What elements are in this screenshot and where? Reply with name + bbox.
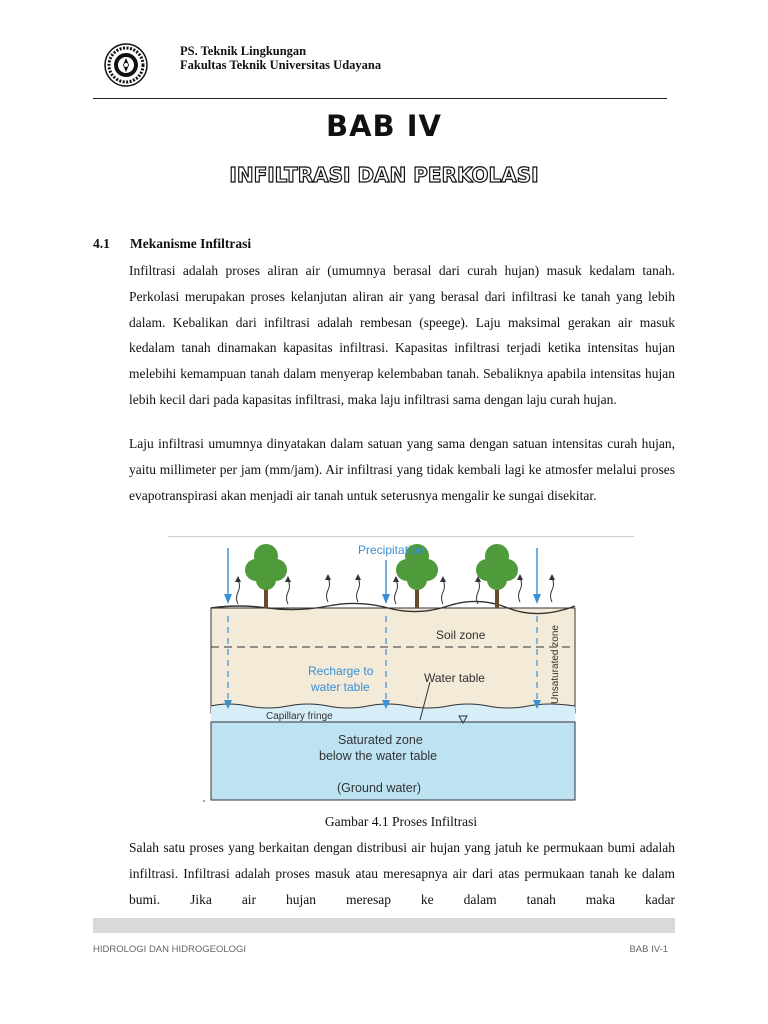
svg-text:water table: water table	[311, 680, 370, 694]
university-seal-logo	[104, 43, 148, 87]
svg-text:INFILTRASI DAN PERKOLASI: INFILTRASI DAN PERKOLASI	[229, 163, 539, 187]
svg-text:Water table: Water table	[424, 671, 485, 685]
paragraph-1: Infiltrasi adalah proses aliran air (umumnya berasal dari curah hujan) masuk kedalam tanah. Perkolasi merupakan proses kelanjutan aliran air yang berasal dari infiltrasi ke tanah yang lebih dalam. Kebalikan dari infiltrasi adalah rembesan (speege). Laju maksimal gerakan air masuk kedalam tanah dinamakan kapasitas infiltrasi. Kapasitas infiltrasi terjadi ketika intensitas hujan melebihi kemampuan tanah dalam menyerap kelembaban tanah. Sebaliknya apabila intensitas hujan lebih kecil dari pada kapasitas infiltrasi, maka laju infiltrasi sama dengan laju curah hujan.	[129, 263, 675, 407]
tree-left	[245, 544, 287, 608]
section-number: 4.1	[93, 236, 110, 251]
footer-bar	[93, 918, 675, 933]
svg-text:Saturated zone: Saturated zone	[338, 733, 423, 747]
footer-course-title: HIDROLOGI DAN HIDROGEOLOGI	[93, 944, 247, 955]
paragraph-2: Laju infiltrasi umumnya dinyatakan dalam satuan yang sama dengan satuan intensitas curah hujan, yaitu millimeter per jam (mm/jam). Air infiltrasi yang tidak kembali lagi ke atmosfer melalui proses evapotranspirasi akan menjadi air tanah untuk seterusnya mengalir ke sungai disekitar.	[129, 436, 675, 503]
institution-header	[180, 44, 381, 72]
department-name: PS. Teknik Lingkungan	[180, 44, 307, 58]
chapter-title: BAB IV	[326, 109, 442, 143]
section-heading	[93, 236, 251, 252]
svg-text:(Ground water): (Ground water)	[337, 781, 422, 795]
svg-text:Unsaturated zone: Unsaturated zone	[550, 625, 561, 704]
svg-text:Soil zone: Soil zone	[436, 628, 486, 642]
svg-text:below the water table: below the water table	[319, 749, 438, 763]
section-title: Mekanisme Infiltrasi	[130, 236, 252, 251]
chapter-subtitle	[0, 158, 768, 188]
faculty-name: Fakultas Teknik Universitas Udayana	[180, 58, 382, 72]
infiltration-diagram	[168, 536, 634, 804]
soil-layer	[211, 608, 575, 713]
figure-caption: Gambar 4.1 Proses Infiltrasi	[324, 814, 478, 829]
header-divider	[93, 98, 667, 99]
svg-text:Recharge to: Recharge to	[308, 664, 374, 678]
paragraph-3: Salah satu proses yang berkaitan dengan distribusi air hujan yang jatuh ke permukaan bumi adalah infiltrasi. Infiltrasi adalah proses masuk atau meresapnya air dari atas permukaan tanah ke dalam bumi. Jika air hujan meresap ke dalam tanah maka kadar	[129, 840, 675, 907]
svg-text:Precipitation: Precipitation	[358, 543, 425, 557]
tree-right	[476, 544, 518, 608]
svg-text:Capillary fringe: Capillary fringe	[266, 711, 333, 722]
footer-page-number: BAB IV-1	[629, 944, 668, 955]
